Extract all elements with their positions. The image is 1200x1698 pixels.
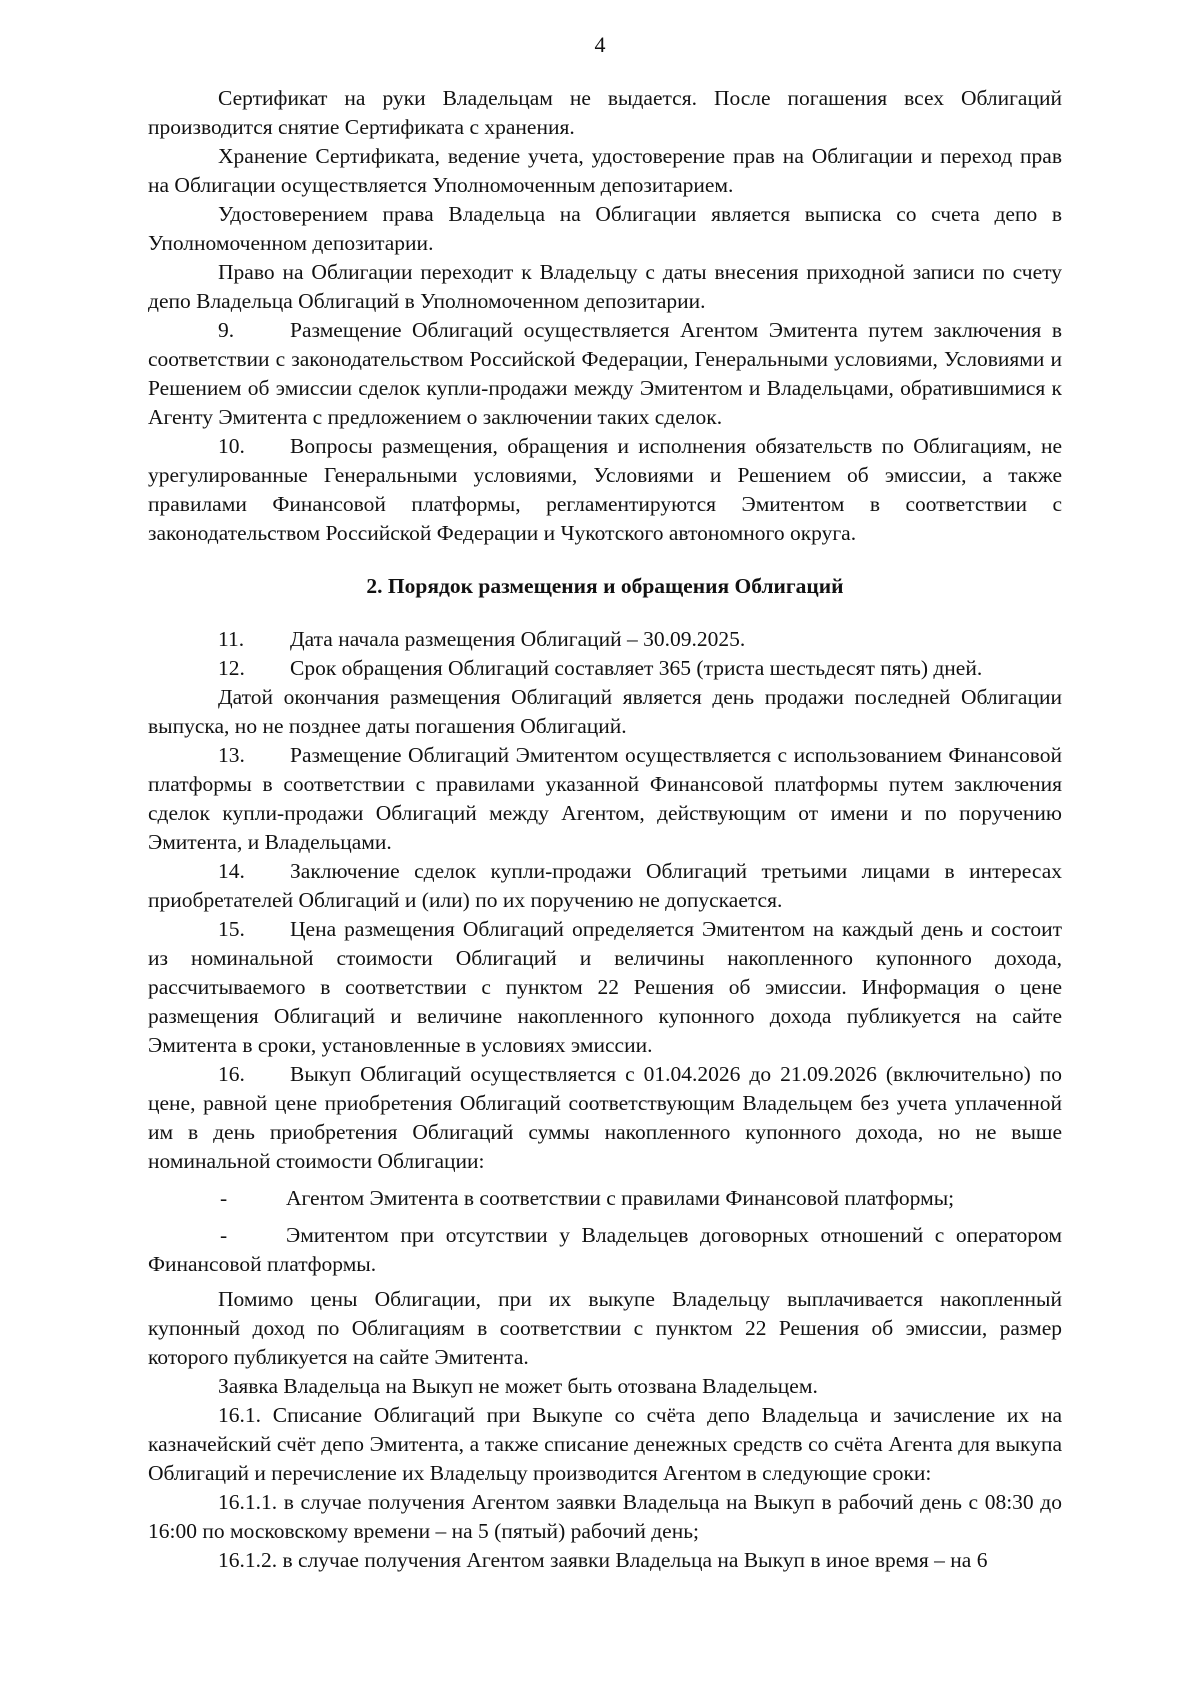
item-text: Цена размещения Облигаций определяется Эмитентом на каждый день и состоит из номинальной стоимости Облигаций и величины накопленного купонного дохода, рассчитываемого в соответствии с пунктом 22 Решения об эмиссии. Информация о цене размещения Облигаций и величине накопленного купонного дохода публикуется на сайте Эмитента в сроки, установленные в условиях эмиссии. xyxy=(148,917,1062,1057)
dash-mark: - xyxy=(220,1223,228,1247)
paragraph: Хранение Сертификата, ведение учета, удостоверение прав на Облигации и переход прав на Облигации осуществляется Уполномоченным депозитарием. xyxy=(148,144,1062,197)
paragraph: Заявка Владельца на Выкуп не может быть отозвана Владельцем. xyxy=(218,1374,818,1398)
numbered-item-15 xyxy=(148,915,1062,1060)
numbered-item-14 xyxy=(148,857,1062,915)
document-body xyxy=(148,84,1062,1575)
item-text: Заключение сделок купли-продажи Облигаций третьими лицами в интересах приобретателей Облигаций и (или) по их поручению не допускается. xyxy=(148,859,1062,912)
dash-mark: - xyxy=(220,1186,228,1210)
item-number: 12. xyxy=(218,656,245,680)
dash-list-item xyxy=(148,1184,1062,1213)
dash-item-text: Эмитентом при отсутствии у Владельцев договорных отношений с оператором Финансовой платформы. xyxy=(148,1223,1062,1276)
paragraph: Сертификат на руки Владельцам не выдается. После погашения всех Облигаций производится снятие Сертификата с хранения. xyxy=(148,86,1062,139)
item-number: 14. xyxy=(218,859,245,883)
numbered-item-11 xyxy=(148,625,1062,654)
item-number: 13. xyxy=(218,743,245,767)
paragraph: Удостоверением права Владельца на Облигации является выписка со счета депо в Уполномоченном депозитарии. xyxy=(148,202,1062,255)
paragraph: Право на Облигации переходит к Владельцу с даты внесения приходной записи по счету депо Владельца Облигаций в Уполномоченном депозитарии. xyxy=(148,260,1062,313)
numbered-item-10 xyxy=(148,432,1062,548)
page-number: 4 xyxy=(594,32,606,57)
dash-item-text: Агентом Эмитента в соответствии с правилами Финансовой платформы; xyxy=(286,1186,955,1210)
item-text: Вопросы размещения, обращения и исполнения обязательств по Облигациям, не урегулированные Генеральными условиями, Условиями и Решением об эмиссии, а также правилами Финансовой платформы, регламентируются Эмитентом в соответствии с законодательством Российской Федерации и Чукотского автономного округа. xyxy=(148,434,1062,545)
item-text: Срок обращения Облигаций составляет 365 (триста шестьдесят пять) дней. xyxy=(290,656,983,680)
paragraph: 16.1. Списание Облигаций при Выкупе со счёта депо Владельца и зачисление их на казначейский счёт депо Эмитента, а также списание денежных средств со счёта Агента для выкупа Облигаций и перечисление их Владельцу производится Агентом в следующие сроки: xyxy=(148,1403,1062,1485)
paragraph: Помимо цены Облигации, при их выкупе Владельцу выплачивается накопленный купонный доход по Облигациям в соответствии с пунктом 22 Решения об эмиссии, размер которого публикуется на сайте Эмитента. xyxy=(148,1287,1062,1369)
item-text: Дата начала размещения Облигаций – 30.09.2025. xyxy=(290,627,746,651)
item-text: Размещение Облигаций осуществляется Агентом Эмитента путем заключения в соответствии с законодательством Российской Федерации, Генеральными условиями, Условиями и Решением об эмиссии сделок купли-продажи между Эмитентом и Владельцами, обратившимися к Агенту Эмитента с предложением о заключении таких сделок. xyxy=(148,318,1062,429)
dash-list-item xyxy=(148,1221,1062,1279)
paragraph: Датой окончания размещения Облигаций является день продажи последней Облигации выпуска, но не позднее даты погашения Облигаций. xyxy=(148,685,1062,738)
numbered-item-13 xyxy=(148,741,1062,857)
item-number: 16. xyxy=(218,1062,245,1086)
numbered-item-9 xyxy=(148,316,1062,432)
item-number: 15. xyxy=(218,917,245,941)
item-number: 9. xyxy=(218,318,235,342)
section-heading: 2. Порядок размещения и обращения Облигаций xyxy=(366,574,844,598)
item-number: 11. xyxy=(218,627,245,651)
paragraph: 16.1.2. в случае получения Агентом заявки Владельца на Выкуп в иное время – на 6 xyxy=(218,1548,988,1572)
paragraph: 16.1.1. в случае получения Агентом заявки Владельца на Выкуп в рабочий день с 08:30 до 16:00 по московскому времени – на 5 (пятый) рабочий день; xyxy=(148,1490,1062,1543)
numbered-item-16 xyxy=(148,1060,1062,1176)
item-number: 10. xyxy=(218,434,245,458)
item-text: Размещение Облигаций Эмитентом осуществляется с использованием Финансовой платформы в соответствии с правилами указанной Финансовой платформы путем заключения сделок купли-продажи Облигаций между Агентом, действующим от имени и по поручению Эмитента, и Владельцами. xyxy=(148,743,1062,854)
numbered-item-12 xyxy=(148,654,1062,683)
item-text: Выкуп Облигаций осуществляется с 01.04.2026 до 21.09.2026 (включительно) по цене, равной цене приобретения Облигаций соответствующим Владельцем без учета уплаченной им в день приобретения Облигаций суммы накопленного купонного дохода, но не выше номинальной стоимости Облигации: xyxy=(148,1062,1062,1173)
